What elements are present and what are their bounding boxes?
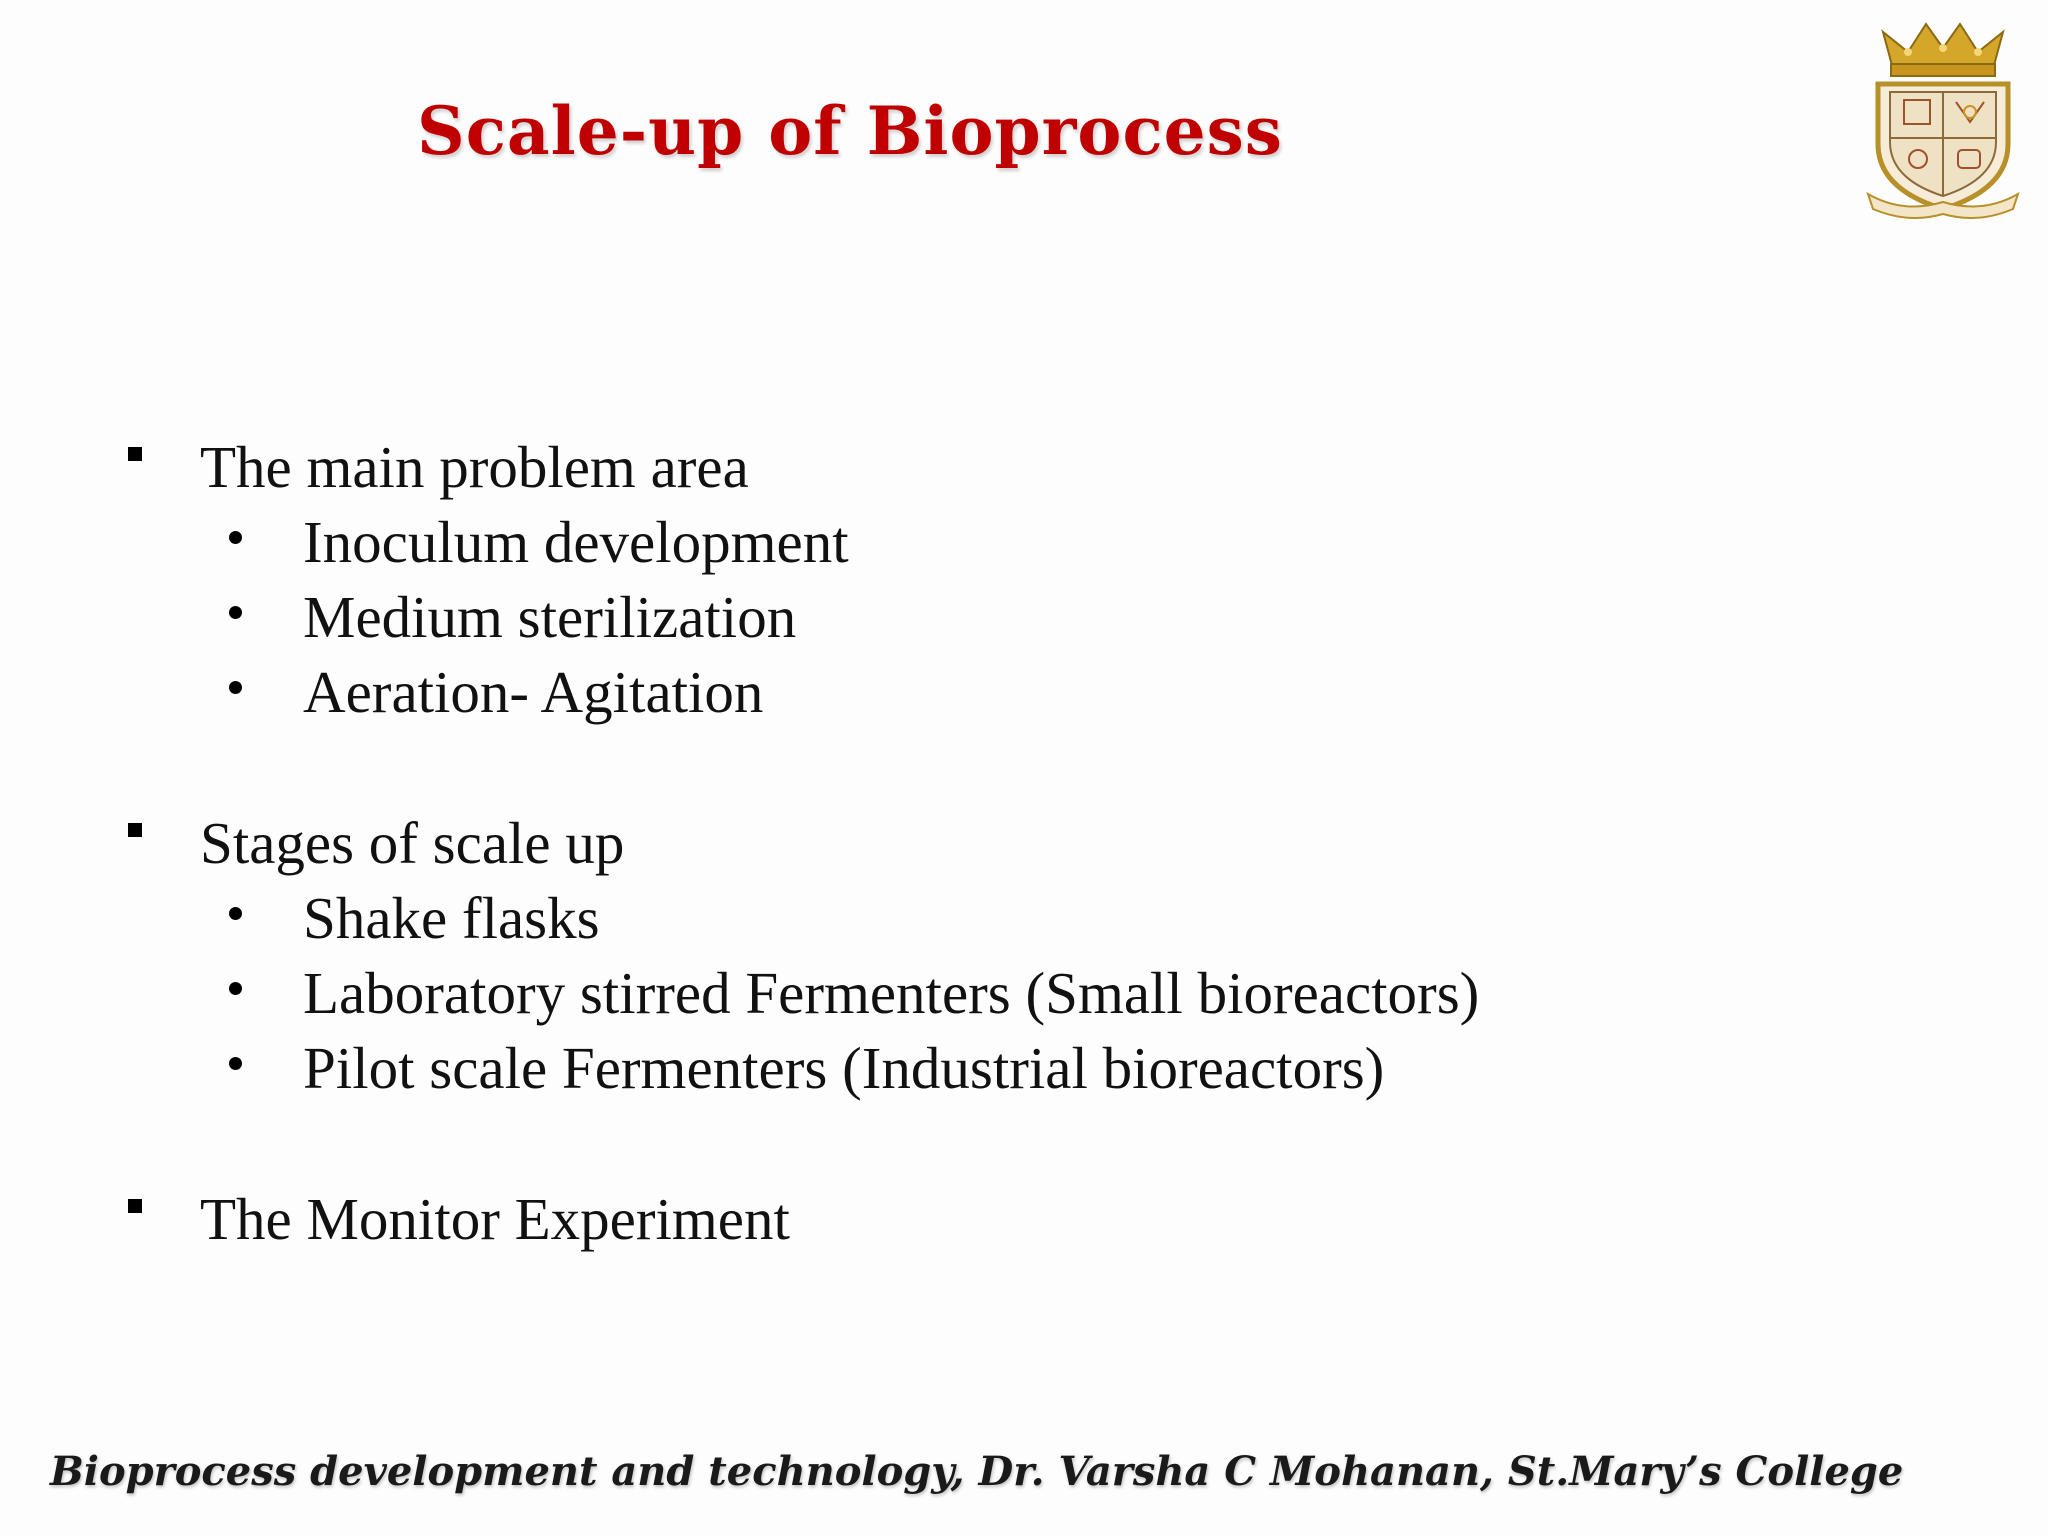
round-bullet-icon [229, 606, 242, 619]
round-bullet-icon [229, 1057, 242, 1070]
section-heading: The main problem area [200, 434, 749, 500]
list-item: Inoculum development [303, 509, 849, 575]
round-bullet-icon [229, 982, 242, 995]
list-item: Shake flasks [303, 885, 600, 951]
square-bullet-icon [128, 447, 142, 461]
square-bullet-icon [128, 823, 142, 837]
list-item: Pilot scale Fermenters (Industrial bioreactors) [303, 1035, 1385, 1101]
section-heading: The Monitor Experiment [200, 1186, 790, 1252]
list-item: Medium sterilization [303, 584, 797, 650]
round-bullet-icon [229, 907, 242, 920]
section-heading: Stages of scale up [200, 810, 625, 876]
list-item: Aeration- Agitation [303, 659, 764, 725]
college-crest-logo [1858, 14, 2028, 219]
slide-title: Scale-up of Bioprocess [417, 92, 1283, 170]
round-bullet-icon [229, 531, 242, 544]
list-item: Laboratory stirred Fermenters (Small bioreactors) [303, 960, 1480, 1026]
square-bullet-icon [128, 1199, 142, 1213]
round-bullet-icon [229, 681, 242, 694]
footer-credit: Bioprocess development and technology, Dr. Varsha C Mohanan, St.Mary’s College [50, 1448, 1904, 1495]
